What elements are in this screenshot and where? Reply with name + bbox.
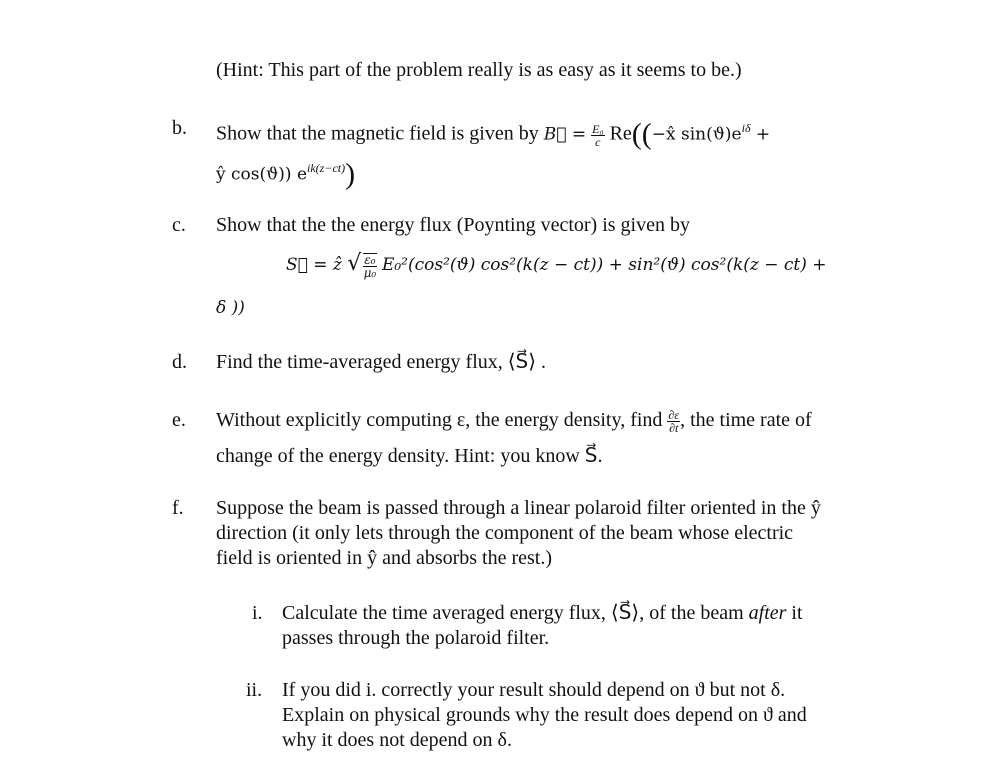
item-f-label: f. — [172, 497, 184, 519]
item-e-line2: change of the energy density. Hint: you know S⃗. — [216, 445, 603, 467]
item-fii-line2: Explain on physical grounds why the result does depend on ϑ and — [282, 704, 807, 726]
e-fraction: $\frac{\partial\varepsilon}{\partial t}$ — [668, 407, 680, 435]
c-expr: E₀²(cos²(ϑ) cos²(k(z − ct)) + sin²(ϑ) cos²(k(z − ct) + — [381, 255, 827, 275]
item-fi-label: i. — [252, 602, 263, 624]
item-fii-label: ii. — [246, 679, 263, 701]
item-fi-line1: Calculate the time averaged energy flux, ⟨S⃗⟩, of the beam after it — [282, 602, 803, 624]
item-fi-line2: passes through the polaroid filter. — [282, 627, 550, 649]
b-plus: + — [750, 124, 771, 145]
c-expr-end: δ )) — [216, 298, 245, 318]
sqrt-icon: √ — [347, 251, 362, 276]
b-expr3: ŷ cos(ϑ)) e — [216, 164, 308, 185]
b-re: Re — [609, 122, 632, 145]
item-b-line2 — [216, 156, 356, 191]
c-lhs: S⃗ = ẑ — [286, 255, 342, 275]
item-e-line1 — [216, 408, 812, 434]
item-f-line1: Suppose the beam is passed through a linear polaroid filter oriented in the ŷ — [216, 497, 821, 519]
e-text2: , the time rate of — [680, 409, 812, 431]
item-e-label: e. — [172, 409, 186, 431]
b-exp1: iδ — [741, 121, 751, 135]
item-f-line3: field is oriented in ŷ and absorbs the rest.) — [216, 547, 553, 569]
item-fii-line1: If you did i. correctly your result should depend on ϑ but not δ. — [282, 679, 786, 701]
hint-text: (Hint: This part of the problem really is as easy as it seems to be.) — [216, 59, 742, 81]
item-c-equation — [286, 252, 827, 279]
b-fraction: $\frac{\text{E₀}}{c}$ — [592, 121, 604, 149]
item-fii-line3: why it does not depend on δ. — [282, 729, 512, 751]
b-close-paren: ) — [345, 157, 356, 191]
item-d-label: d. — [172, 351, 187, 373]
b-exp2: ik(z−ct) — [307, 161, 346, 175]
e-text1: Without explicitly computing ε, the energy density, find — [216, 409, 663, 431]
item-b-label: b. — [172, 117, 187, 139]
item-b-line1 — [216, 116, 771, 151]
item-c-label: c. — [172, 214, 186, 236]
item-f-line2: direction (it only lets through the component of the beam whose electric — [216, 522, 794, 544]
item-b-text: Show that the magnetic field is given by — [216, 122, 539, 145]
b-expr2: −x̂ sin(ϑ)e — [651, 124, 742, 145]
item-d-text: Find the time-averaged energy flux, ⟨S⃗⟩ . — [216, 351, 547, 373]
item-c-text: Show that the the energy flux (Poynting vector) is given by — [216, 214, 690, 236]
b-open-parens: (( — [631, 117, 652, 151]
c-fraction: $\frac{\text{ε₀}}{\text{μ₀}}$ — [363, 252, 377, 280]
b-lhs: B⃗ = — [543, 124, 587, 145]
